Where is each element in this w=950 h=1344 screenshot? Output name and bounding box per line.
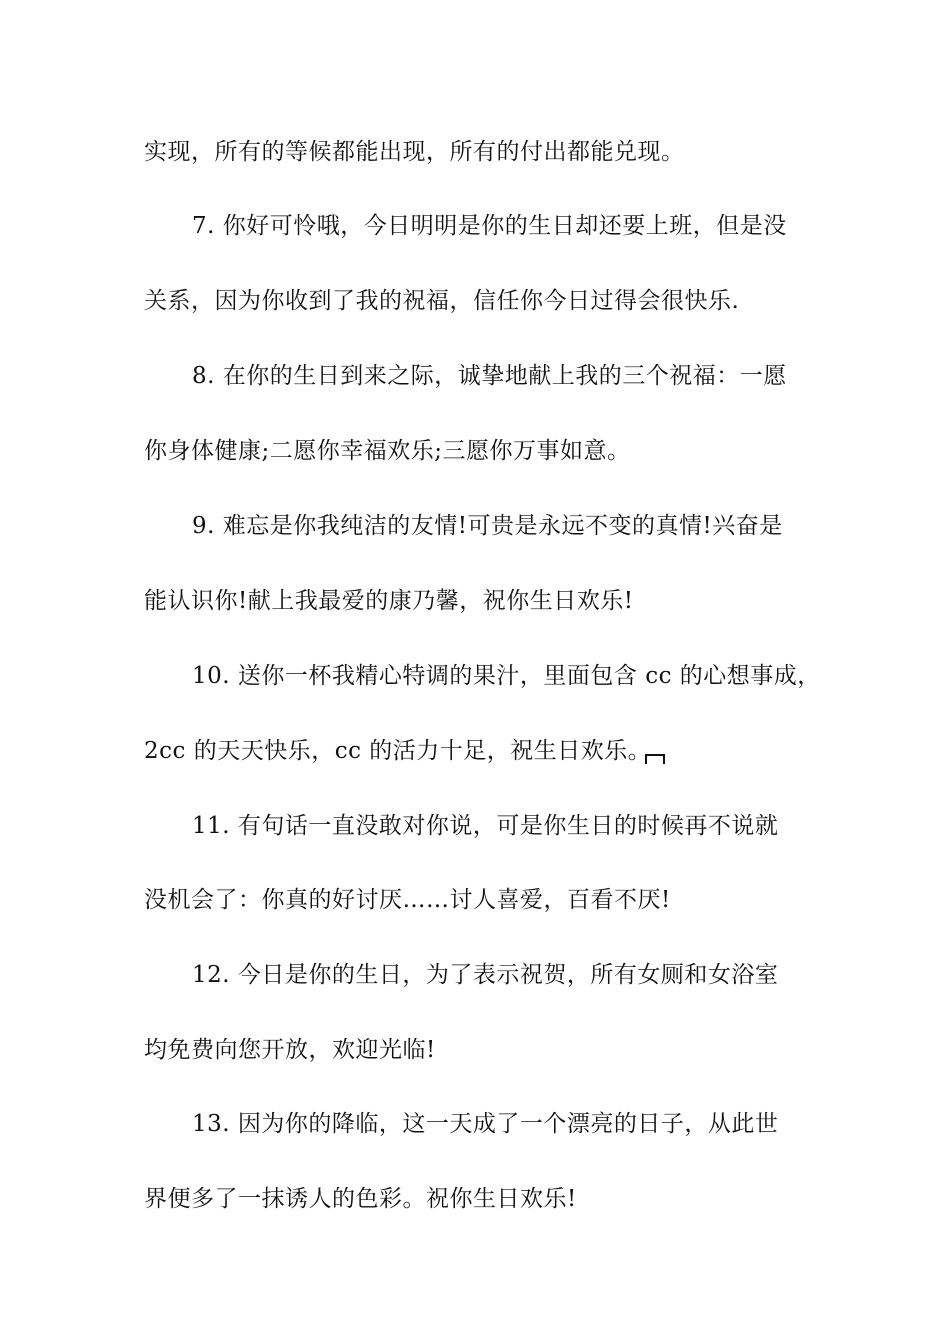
item-10-line-2: 2cc 的天天快乐，cc 的活力十足，祝生日欢乐。 — [144, 738, 652, 764]
item-11-line-2: 没机会了：你真的好讨厌……讨人喜爱，百看不厌! — [144, 887, 671, 913]
item-13-line-2: 界便多了一抹诱人的色彩。祝你生日欢乐! — [144, 1186, 577, 1212]
item-12-line-1: 12. 今日是你的生日，为了表示祝贺，所有女厕和女浴室 — [192, 962, 779, 988]
item-10-line-1: 10. 送你一杯我精心特调的果汁，里面包含 cc 的心想事成， — [192, 663, 821, 689]
item-13-line-1: 13. 因为你的降临，这一天成了一个漂亮的日子，从此世 — [192, 1111, 779, 1137]
text-line: 实现，所有的等候都能出现，所有的付出都能兑现。 — [144, 139, 685, 165]
item-12-line-2: 均免费向您开放，欢迎光临! — [144, 1037, 436, 1063]
item-9-line-2: 能认识你!献上我最爱的康乃馨，祝你生日欢乐! — [144, 588, 634, 614]
item-8-line-1: 8. 在你的生日到来之际，诚挚地献上我的三个祝福：一愿 — [192, 363, 787, 389]
bracket-mark — [645, 754, 665, 764]
item-7-line-2: 关系，因为你收到了我的祝福，信任你今日过得会很快乐. — [144, 288, 740, 314]
item-11-line-1: 11. 有句话一直没敢对你说，可是你生日的时候再不说就 — [192, 813, 779, 839]
item-9-line-1: 9. 难忘是你我纯洁的友情!可贵是永远不变的真情!兴奋是 — [192, 513, 783, 539]
item-7-line-1: 7. 你好可怜哦，今日明明是你的生日却还要上班，但是没 — [192, 213, 787, 239]
item-8-line-2: 你身体健康;二愿你幸福欢乐;三愿你万事如意。 — [144, 438, 631, 464]
